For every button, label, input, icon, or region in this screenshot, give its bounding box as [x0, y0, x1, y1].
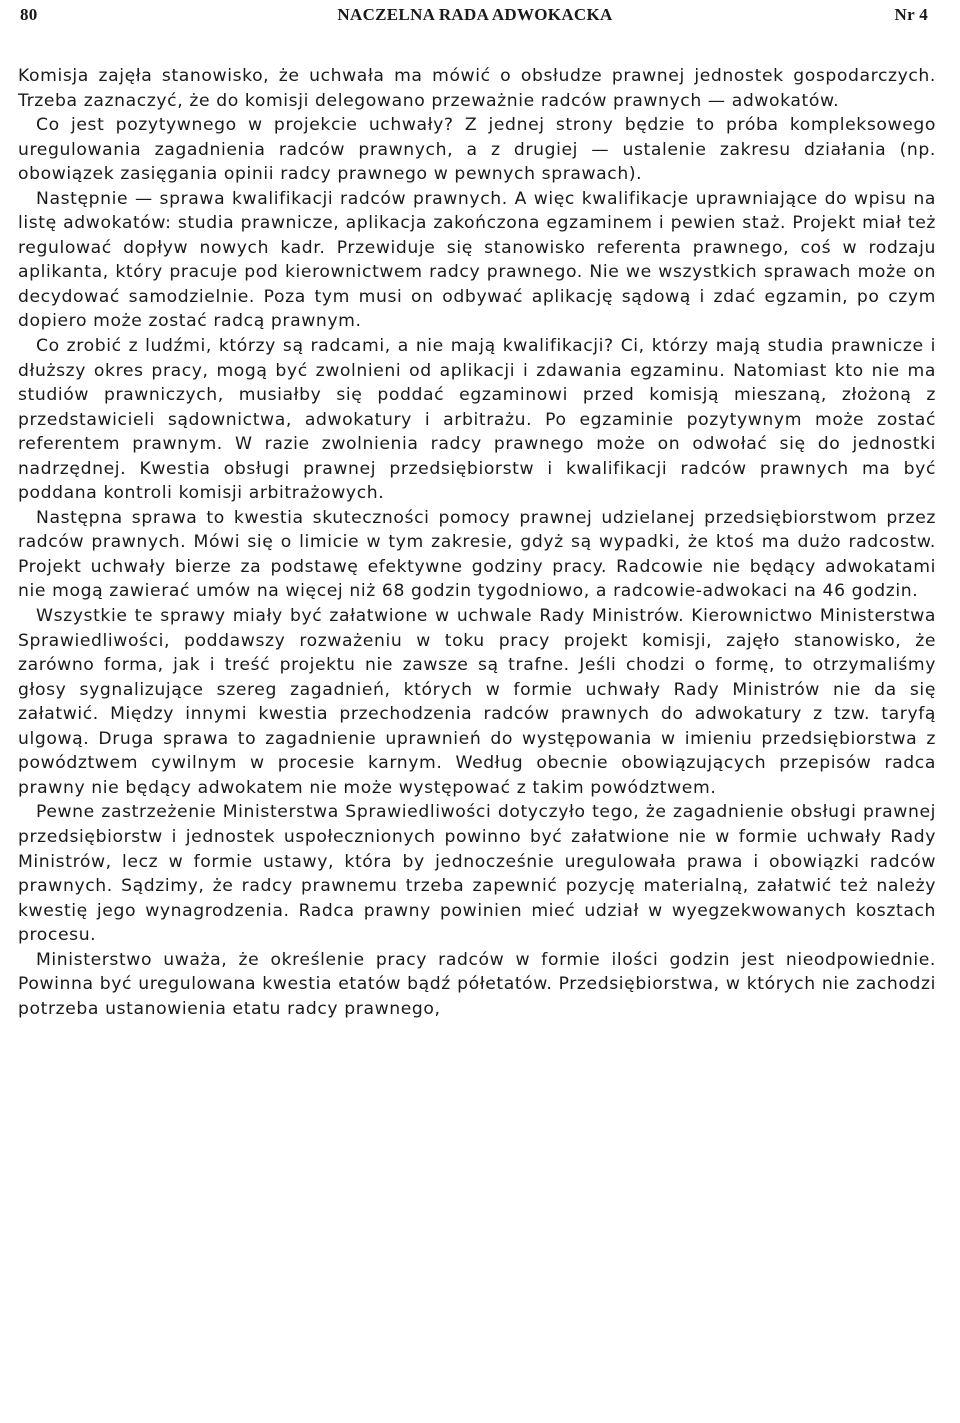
article-body — [18, 64, 936, 1021]
paragraph: Co jest pozytywnego w projekcie uchwały? Z jednej strony będzie to próba kompleksowego uregulowania zagadnienia radców prawnych, a z drugiej — ustalenie zakresu działania (np. obowiązek zasięgania opinii radcy prawnego w pewnych sprawach). — [18, 115, 936, 185]
running-head — [18, 0, 932, 34]
journal-title: NACZELNA RADA ADWOKACKA — [337, 5, 613, 24]
paragraph: Wszystkie te sprawy miały być załatwione w uchwale Rady Ministrów. Kierownictwo Ministerstwa Sprawiedliwości, poddawszy rozważeniu w toku pracy projekt komisji, zajęło stanowisko, że zarówno forma, jak i treść projektu nie zawsze są trafne. Jeśli chodzi o formę, to otrzymaliśmy głosy sygnalizujące szereg zagadnień, których w formie uchwały Rady Ministrów nie da się załatwić. Między innymi kwestia przechodzenia radców prawnych do adwokatury z tzw. taryfą ulgową. Druga sprawa to zagadnienie uprawnień do występowania w imieniu przedsiębiorstwa z powództwem cywilnym w procesie karnym. Według obecnie obowiązujących przepisów radca prawny nie będący adwokatem nie może występować z takim powództwem. — [18, 606, 936, 798]
paragraph: Co zrobić z ludźmi, którzy są radcami, a nie mają kwalifikacji? Ci, którzy mają studia prawnicze i dłuższy okres pracy, mogą być zwolnieni od aplikacji i zdawania egzaminu. Natomiast kto nie ma studiów prawniczych, musiałby się poddać egzaminowi przed komisją mieszaną, złożoną z przedstawicieli sądownictwa, adwokatury i arbitrażu. Po egzaminie pozytywnym może zostać referentem prawnym. W razie zwolnienia radcy prawnego może on odwołać się do jednostki nadrzędnej. Kwestia obsługi prawnej przedsiębiorstw i kwalifikacji radców prawnych ma być poddana kontroli komisji arbitrażowych. — [18, 336, 936, 504]
issue-number: Nr 4 — [894, 5, 928, 24]
paragraph: Komisja zajęła stanowisko, że uchwała ma mówić o obsłudze prawnej jednostek gospodarczych. Trzeba zaznaczyć, że do komisji delegowano przeważnie radców prawnych — adwokatów. — [18, 66, 936, 111]
paragraph: Następna sprawa to kwestia skuteczności pomocy prawnej udzielanej przedsiębiorstwom przez radców prawnych. Mówi się o limicie w tym zakresie, gdyż są wypadki, że ktoś ma dużo radcostw. Projekt uchwały bierze za podstawę efektywne godziny pracy. Radcowie nie będący adwokatami nie mogą zawierać umów na więcej niż 68 godzin tygodniowo, a radcowie-adwokaci na 46 godzin. — [18, 507, 936, 602]
paragraph: Pewne zastrzeżenie Ministerstwa Sprawiedliwości dotyczyło tego, że zagadnienie obsługi prawnej przedsiębiorstw i jednostek uspołecznionych powinno być załatwione nie w formie uchwały Rady Ministrów, lecz w formie ustawy, która by jednocześnie uregulowała prawa i obowiązki radców prawnych. Sądzimy, że radcy prawnemu trzeba zapewnić pozycję materialną, załatwić też należy kwestię jego wynagrodzenia. Radca prawny powinien mieć udział w wyegzekwowanych kosztach procesu. — [18, 802, 936, 946]
paragraph: Ministerstwo uważa, że określenie pracy radców w formie ilości godzin jest nieodpowiednie. Powinna być uregulowana kwestia etatów bądź półetatów. Przedsiębiorstwa, w których nie zachodzi potrzeba ustanowienia etatu radcy prawnego, — [18, 949, 936, 1019]
page-number: 80 — [20, 5, 38, 24]
paragraph: Następnie — sprawa kwalifikacji radców prawnych. A więc kwalifikacje uprawniające do wpisu na listę adwokatów: studia prawnicze, aplikacja zakończona egzaminem i pewien staż. Projekt miał też regulować dopływ nowych kadr. Przewiduje się stanowisko referenta prawnego, coś w rodzaju aplikanta, który pracuje pod kierownictwem radcy prawnego. Nie we wszystkich sprawach może on decydować samodzielnie. Poza tym musi on odbywać aplikację sądową i zdać egzamin, po czym dopiero może zostać radcą prawnym. — [18, 188, 936, 332]
